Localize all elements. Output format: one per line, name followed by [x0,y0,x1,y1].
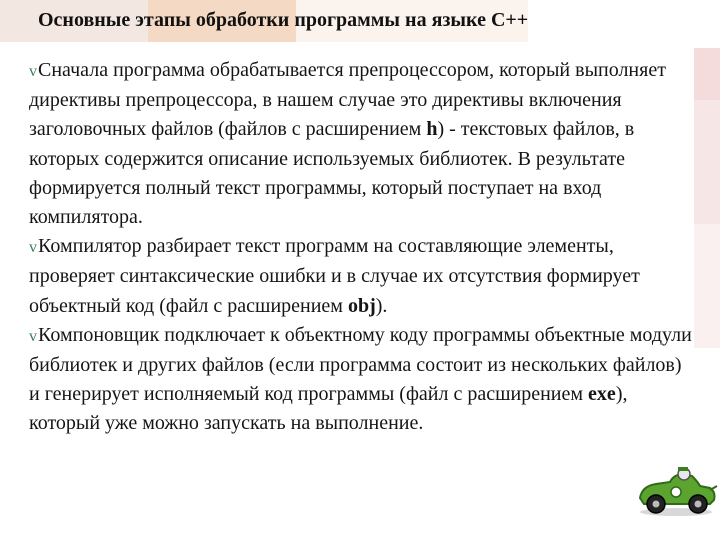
bullet-paragraph-compiler [29,232,694,321]
slide-body [29,56,694,439]
right-decor-strip [694,48,720,348]
decor-block-1 [694,48,720,100]
paragraph-bold-term: h [426,118,438,141]
green-race-car-icon [634,462,718,518]
decor-block-3 [694,224,720,348]
paragraph-text: ), который уже можно запускать на выполнение. [29,383,628,435]
paragraph-text: Сначала программа обрабатывается препроцессором, который выполняет директивы препроцессора, в нашем случае это директивы включения заголовочных файлов (файлов с расширением [29,59,666,141]
header-band [0,0,720,42]
paragraph-bold-term: exe [588,383,616,406]
paragraph-text: Компоновщик подключает к объектному коду программы объектные модули библиотек и других файлов (если программа состоит из нескольких файлов) и генерирует исполняемый код программы (файл с расширением [29,323,692,406]
paragraph-text: ). [375,294,388,317]
paragraph-text: ) - текстовых файлов, в которых содержится описание используемых библиотек. В результате формируется полный текст программы, который поступает на вход компилятора. [29,118,635,229]
bullet-paragraph-linker [29,321,694,439]
bullet-icon: v [29,63,37,80]
paragraph-text: Компилятор разбирает текст программ на составляющие элементы, проверяет синтаксические ошибки и в случае их отсутствия формирует объектный код (файл с расширением [29,235,640,317]
bullet-icon: v [29,239,37,257]
bullet-paragraph-preprocessor [29,56,694,232]
paragraph-bold-term: obj [347,294,376,317]
bullet-icon: v [29,327,37,345]
slide-title: Основные этапы обработки программы на языке С++ [38,9,529,31]
decor-block-2 [694,100,720,224]
